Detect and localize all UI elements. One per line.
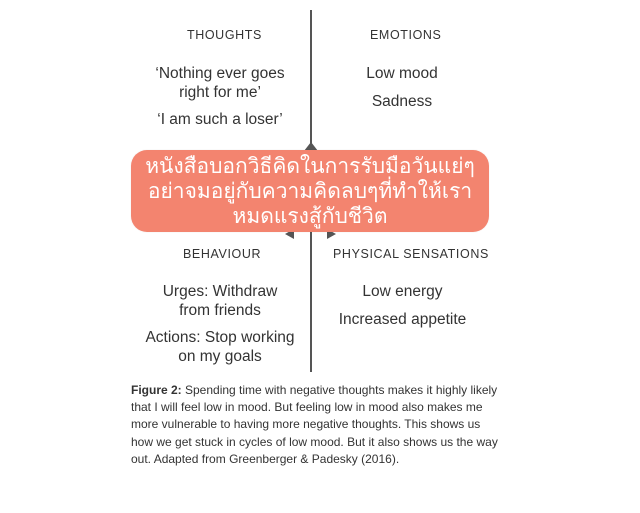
- thoughts-line: ‘Nothing ever goes: [155, 65, 285, 82]
- promo-overlay-banner: [131, 150, 489, 232]
- emotions-line: Sadness: [371, 93, 433, 110]
- thoughts-line: right for me’: [179, 84, 261, 101]
- thoughts-line: ‘I am such a loser’: [157, 111, 283, 128]
- physical-sensations-title: PHYSICAL SENSATIONS: [333, 247, 489, 261]
- emotions-title: EMOTIONS: [370, 28, 442, 42]
- overlay-line: หนังสือบอกวิธีคิดในการรับมือวันแย่ๆ: [145, 153, 475, 178]
- behaviour-line: on my goals: [178, 348, 262, 365]
- thoughts-title: THOUGHTS: [187, 28, 262, 42]
- figure-caption: [131, 382, 501, 468]
- behaviour-line: Actions: Stop working: [145, 329, 295, 346]
- behaviour-line: Urges: Withdraw: [162, 283, 278, 300]
- physical-line: Increased appetite: [338, 311, 467, 328]
- caption-label: Figure 2:: [131, 383, 182, 397]
- physical-line: Low energy: [362, 283, 443, 300]
- behaviour-title: BEHAVIOUR: [183, 247, 262, 261]
- emotions-line: Low mood: [366, 65, 438, 82]
- caption-text: Spending time with negative thoughts makes it highly likely that I will feel low in mood. But feeling low in mood also makes me more vulnerable to having more negative thoughts. This shows us how we get stuck in cycles of low mood. But it also shows us the way out. Adapted from Greenberger & Padesky (2016).: [131, 383, 498, 466]
- overlay-line: อย่าจมอยู่กับความคิดลบๆที่ทำให้เรา: [147, 178, 473, 203]
- behaviour-line: from friends: [179, 302, 261, 319]
- overlay-line: หมดแรงสู้กับชีวิต: [232, 203, 388, 228]
